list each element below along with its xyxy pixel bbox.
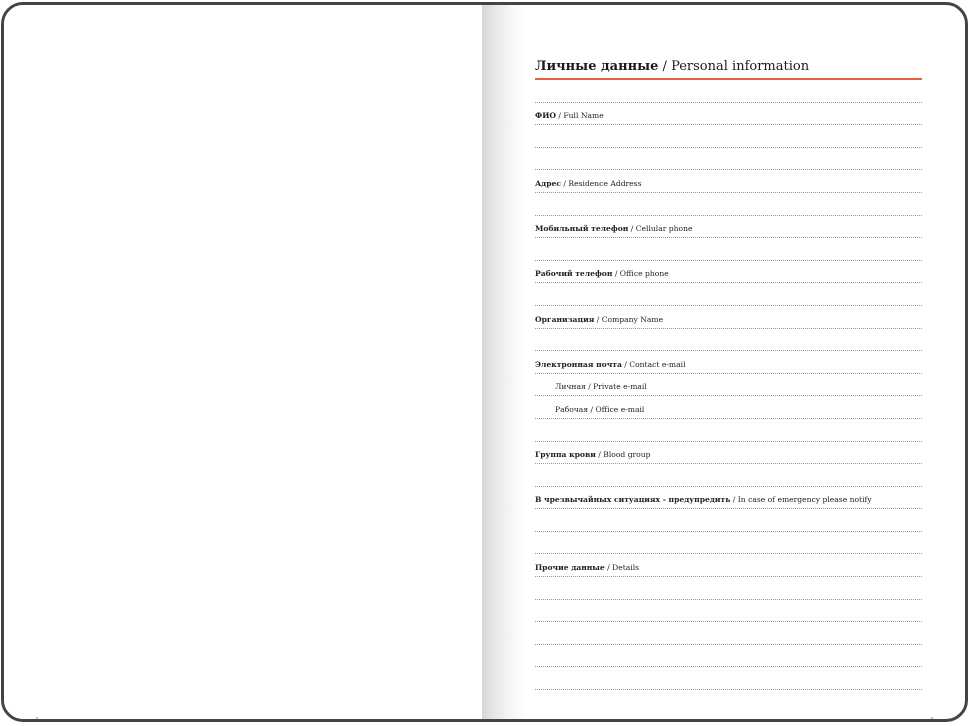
field-label-en: Личная / Private e-mail xyxy=(555,382,647,392)
form-line[interactable] xyxy=(535,554,922,577)
field-label-ru: Организация xyxy=(535,314,595,324)
form-line[interactable] xyxy=(535,238,922,261)
field-label-en: / Company Name xyxy=(594,314,664,324)
field-label-ru: Адрес xyxy=(535,178,562,188)
field-label-ru: Прочие данные xyxy=(535,563,605,573)
form-line[interactable] xyxy=(535,148,922,171)
form-line[interactable] xyxy=(535,306,922,329)
field-label xyxy=(535,563,639,572)
form-line[interactable] xyxy=(535,396,922,419)
form-line[interactable] xyxy=(535,577,922,600)
field-label-en: / Residence Address xyxy=(561,178,642,188)
left-blank-page xyxy=(4,5,482,719)
form-line[interactable] xyxy=(535,419,922,442)
form-line[interactable] xyxy=(535,283,922,306)
field-label-ru: ФИО xyxy=(535,111,556,121)
form-line[interactable] xyxy=(535,442,922,465)
notebook-cover xyxy=(1,2,968,722)
field-label xyxy=(535,179,641,188)
form-line[interactable] xyxy=(535,532,922,555)
form-line[interactable] xyxy=(535,487,922,510)
field-label xyxy=(555,382,647,391)
field-label-en: / Office phone xyxy=(612,269,669,279)
title-en: / Personal information xyxy=(658,59,810,74)
field-label xyxy=(555,405,644,414)
form-line[interactable] xyxy=(535,351,922,374)
field-label-ru: Группа крови xyxy=(535,450,596,460)
form-line[interactable] xyxy=(535,170,922,193)
field-label-en: / In case of emergency please notify xyxy=(730,495,872,505)
form-line[interactable] xyxy=(535,645,922,668)
field-label-en: / Cellular phone xyxy=(628,224,693,234)
personal-info-page xyxy=(482,5,965,719)
form-line[interactable] xyxy=(535,216,922,239)
field-label-en: Рабочая / Office e-mail xyxy=(555,404,645,414)
form-line[interactable] xyxy=(535,374,922,397)
field-label-ru: В чрезвычайных ситуациях - предупредить xyxy=(535,495,731,505)
form-line[interactable] xyxy=(535,667,922,690)
form-line[interactable] xyxy=(535,261,922,284)
form-line[interactable] xyxy=(535,103,922,126)
form-line[interactable] xyxy=(535,80,922,103)
field-label-ru: Мобильный телефон xyxy=(535,224,629,234)
field-label-en: / Contact e-mail xyxy=(621,359,686,369)
field-label xyxy=(535,224,692,233)
personal-info-form xyxy=(535,57,922,690)
form-line[interactable] xyxy=(535,193,922,216)
form-line[interactable] xyxy=(535,464,922,487)
field-label xyxy=(535,269,669,278)
form-lines xyxy=(535,80,922,690)
field-label-ru: Рабочий телефон xyxy=(535,269,613,279)
form-line[interactable] xyxy=(535,600,922,623)
field-label xyxy=(535,495,872,504)
field-label-en: / Details xyxy=(604,563,640,573)
form-line[interactable] xyxy=(535,329,922,352)
page-title xyxy=(535,57,922,77)
field-label xyxy=(535,315,663,324)
field-label-ru: Электронная почта xyxy=(535,359,622,369)
field-label-en: / Full Name xyxy=(556,111,604,121)
title-ru: Личные данные xyxy=(535,59,659,74)
field-label xyxy=(535,450,651,459)
form-line[interactable] xyxy=(535,509,922,532)
field-label xyxy=(535,360,686,369)
form-line[interactable] xyxy=(535,125,922,148)
field-label xyxy=(535,111,604,120)
field-label-en: / Blood group xyxy=(595,450,651,460)
form-line[interactable] xyxy=(535,622,922,645)
